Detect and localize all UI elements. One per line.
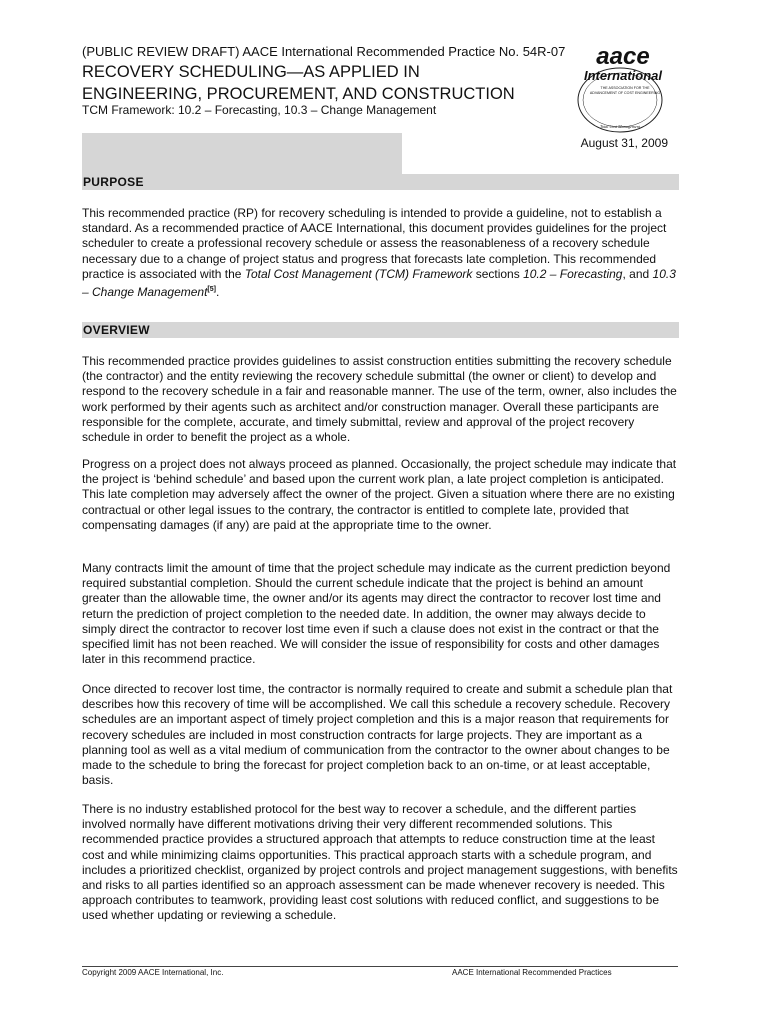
- title-line-1: RECOVERY SCHEDULING—AS APPLIED IN: [82, 63, 420, 81]
- document-subtitle: (PUBLIC REVIEW DRAFT) AACE International Recommended Practice No. 54R-07: [82, 44, 566, 59]
- overview-paragraph-3: Many contracts limit the amount of time that the project schedule may indicate as the current prediction beyond required substantial completion. Should the current schedule indicate that the project is behind an amount greater than the allowable time, the owner and/or its agents may direct the contractor to recover lost time and return the prediction of project completion to the needed date. In addition, the owner may always decide to simply direct the contractor to recover lost time even if such a clause does not exist in the contract or that the specified limit has not been reached. We will consider the issue of responsibility for costs and other damages later in this recommend practice.: [82, 561, 671, 667]
- overview-paragraph-1: This recommended practice provides guidelines to assist construction entities submitting the recovery schedule (the contractor) and the entity reviewing the recovery schedule submittal (the owner or client) to develop and respond to the recovery schedule in a fair and reasonable manner. The use of the term, owner, also includes the work performed by their agents such as architect and/or construction manager. Overall these participants are responsible for the complete, accurate, and timely submittal, review and approval of the project recovery schedule in order to benefit the project as a whole.: [82, 354, 677, 445]
- purpose-section-10-3-ref: 10.3 – Change Management: [82, 266, 676, 300]
- overview-paragraph-4: Once directed to recover lost time, the contractor is normally required to create and submit a schedule plan that describes how this recovery of time will be accomplished. We call this schedule a recovery schedule. Recovery schedules are an important aspect of timely project completion and this is a major reason that requirements for recovery schedules are included in most construction contracts for large projects. They are important as a planning tool as well as a vital medium of communication from the contractor to the owner about changes to be made to the schedule to bring the forecast for project completion back to an on-time, or at least acceptable, basis.: [82, 682, 673, 788]
- overview-paragraph-2: Progress on a project does not always proceed as planned. Occasionally, the project schedule may indicate that the project is ‘behind schedule’ and based upon the current work plan, a late project completion is anticipated. This late completion may adversely affect the owner of the project. Given a situation where there are no existing contractual or other legal issues to the contrary, the contractor is entitled to complete late, provided that compensating damages (if any) are paid at the appropriate time to the owner.: [82, 457, 677, 532]
- purpose-citation-5: [5]: [207, 286, 216, 294]
- section-heading-overview: OVERVIEW: [82, 322, 679, 338]
- logo-tagline-1: THE ASSOCIATION FOR THE: [600, 86, 650, 90]
- purpose-section-10-2-ref: 10.2 – Forecasting: [523, 266, 623, 281]
- purpose-text-1: This recommended practice (RP) for recovery scheduling is intended to provide a guideline, not to establish a standard. As a recommended practice of AACE International, this document provides guidelines for the project scheduler to create a professional recovery schedule or assess the reasonableness of a recovery schedule necessary due to a change of project status and progress that forecasts late completion. This recommended practice is associated with the: [82, 206, 667, 281]
- purpose-text-3: , and: [622, 266, 653, 281]
- logo-aace-text: aace: [596, 43, 650, 70]
- purpose-paragraph: [82, 206, 678, 300]
- footer-copyright: Copyright 2009 AACE International, Inc.: [82, 968, 224, 977]
- purpose-text-end: .: [215, 285, 220, 300]
- logo-tagline-2: ADVANCEMENT OF COST ENGINEERING: [589, 91, 661, 95]
- overview-paragraph-5: There is no industry established protocol for the best way to recover a schedule, and the different parties involved normally have different motivations driving their very different recommended solutions. This recommended practice provides a structured approach that attempts to reduce construction time at the least cost and while minimizing claims opportunities. This practical approach starts with a schedule program, and includes a prioritized checklist, organized by project controls and project management suggestions, with benefits and risks to all parties identified so an approach assessment can be made whenever recovery is needed. This approach contributes to teamwork, providing least cost solutions with reduced conflict, and suggestions to be used whether updating or reviewing a schedule.: [82, 802, 678, 923]
- title-line-2: ENGINEERING, PROCUREMENT, AND CONSTRUCTION: [82, 85, 515, 103]
- footer-rule: [82, 966, 678, 967]
- footer-series-title: AACE International Recommended Practices: [452, 968, 612, 977]
- logo-ring-text: Total Cost Management: [599, 124, 641, 129]
- document-title: [82, 61, 582, 105]
- tcm-framework-line: TCM Framework: 10.2 – Forecasting, 10.3 – Change Management: [82, 103, 437, 117]
- document-date: August 31, 2009: [580, 136, 668, 150]
- purpose-text-2: sections: [472, 266, 524, 281]
- section-heading-purpose: PURPOSE: [82, 174, 679, 190]
- logo-international-text: International: [583, 68, 663, 83]
- purpose-tcm-framework-ref: Total Cost Management (TCM) Framework: [244, 266, 473, 281]
- aace-logo: [570, 42, 676, 138]
